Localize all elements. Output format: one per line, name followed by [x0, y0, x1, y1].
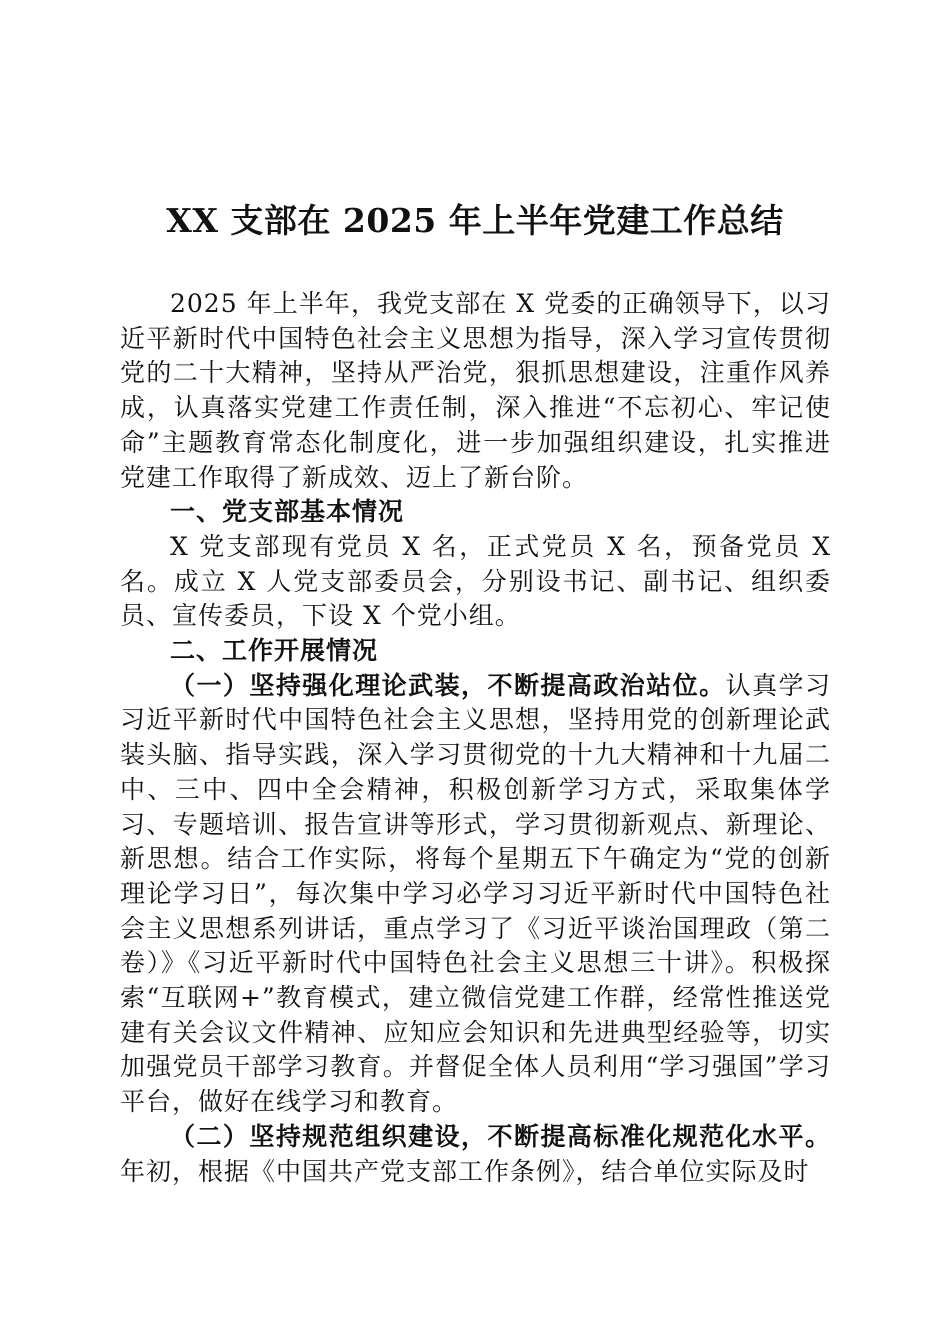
theory-subheading: （一）坚持强化理论武装，不断提高政治站位。	[170, 670, 726, 700]
document-body	[120, 287, 831, 1189]
organization-text: 年初，根据《中国共产党支部工作条例》，结合单位实际及时	[120, 1156, 810, 1186]
basic-info-paragraph: X 党支部现有党员 X 名，正式党员 X 名，预备党员 X 名。成立 X 人党支部委员会，分别设书记、副书记、组织委员、宣传委员，下设 X 个党小组。	[120, 531, 831, 631]
organization-paragraph	[120, 1120, 831, 1189]
organization-subheading: （二）坚持规范组织建设，不断提高标准化规范化水平。	[170, 1121, 831, 1151]
theory-text: 认真学习习近平新时代中国特色社会主义思想，坚持用党的创新理论武装头脑、指导实践，深入学习贯彻党的十九大精神和十九届二中、三中、四中全会精神，积极创新学习方式，采取集体学习、专题培训、报告宣讲等形式，学习贯彻新观点、新理论、新思想。结合工作实际，将每个星期五下午确定为“党的创新理论学习日”，每次集中学习必学习习近平新时代中国特色社会主义思想系列讲话，重点学习了《习近平谈治国理政（第二卷）》《习近平新时代中国特色社会主义思想三十讲》。积极探索“互联网+”教育模式，建立微信党建工作群，经常性推送党建有关会议文件精神、应知应会知识和先进典型经验等，切实加强党员干部学习教育。并督促全体人员利用“学习强国”学习平台，做好在线学习和教育。	[120, 670, 831, 1117]
intro-paragraph: 2025 年上半年，我党支部在 X 党委的正确领导下，以习近平新时代中国特色社会主义思想为指导，深入学习宣传贯彻党的二十大精神，坚持从严治党，狠抓思想建设，注重作风养成，认真落实党建工作责任制，深入推进“不忘初心、牢记使命”主题教育常态化制度化，进一步加强组织建设，扎实推进党建工作取得了新成效、迈上了新台阶。	[120, 289, 831, 492]
section-heading-basic-info: 一、党支部基本情况	[170, 497, 405, 527]
section-heading-work-progress: 二、工作开展情况	[170, 636, 379, 666]
document-title: XX 支部在 2025 年上半年党建工作总结	[166, 201, 784, 240]
theory-paragraph	[120, 669, 831, 1120]
